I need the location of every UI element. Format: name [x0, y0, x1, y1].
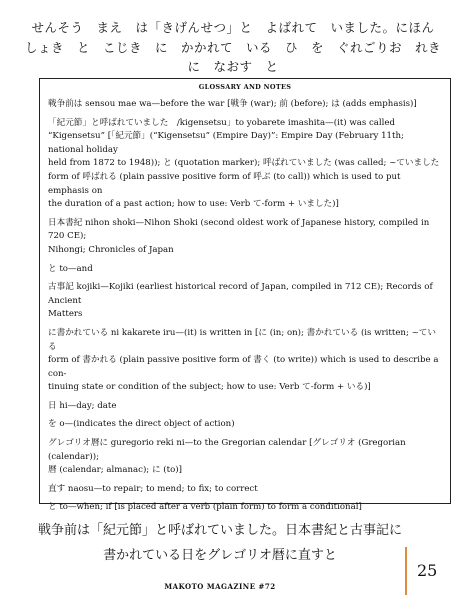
glossary-entry-line: Nihongi; Chronicles of Japan [48, 244, 174, 255]
glossary-box [39, 78, 451, 513]
magazine-footer: MAKOTO MAGAZINE #72 [164, 582, 276, 591]
top-kana-line-3: に なおす と [187, 59, 279, 74]
page-divider [405, 547, 407, 595]
glossary-entry [48, 437, 442, 478]
glossary-entry-line: と to—when; if [is placed after a verb (plain form) to form a conditional] [48, 502, 362, 513]
glossary-entry [48, 483, 442, 497]
glossary-entry-line: に書かれている ni kakarete iru—(it) is written in [に (in; on); 書かれている (is written; ~ている [48, 327, 436, 352]
glossary-entry-line: 日本書紀 nihon shoki—Nihon Shoki (second oldest work of Japanese history, compiled in 720 CE); [48, 217, 430, 242]
glossary-entry-line: 日 hi—day; date [48, 400, 117, 411]
glossary-entries [48, 98, 442, 515]
glossary-entry [48, 98, 442, 112]
glossary-entry [48, 117, 442, 212]
glossary-entry [48, 263, 442, 277]
glossary-entry [48, 501, 442, 515]
glossary-entry [48, 418, 442, 432]
glossary-entry-line: “Kigensetsu” [「紀元節」(“Kigensetsu” (Empire Day)”: Empire Day (February 11th; national holiday [48, 131, 404, 155]
glossary-entry-line: グレゴリオ暦に guregorio reki ni—to the Gregorian calendar [グレゴリオ (Gregorian (calendar)); [48, 438, 406, 462]
glossary-entry-line: と to—and [48, 263, 93, 274]
glossary-entry-line: 直す naosu—to repair; to mend; to fix; to correct [48, 483, 258, 494]
glossary-entry-line: 暦 (calendar; almanac); に (to)] [48, 465, 182, 476]
top-kana-text [0, 18, 466, 77]
glossary-entry [48, 400, 442, 414]
glossary-entry [48, 217, 442, 258]
glossary-entry-line: Matters [48, 309, 83, 320]
glossary-entry-line: the duration of a past action; how to use: Verb て-form + いました)] [48, 199, 339, 210]
bottom-japanese-line-2: 書かれている日をグレゴリオ暦に直すと [103, 548, 337, 563]
glossary-entry [48, 327, 442, 395]
glossary-entry-line: held from 1872 to 1948)); と (quotation marker); 呼ばれていました (was called; ~ていました [48, 158, 440, 169]
glossary-entry-line: 戦争前は sensou mae wa—before the war [戦争 (war); 前 (before); は (adds emphasis)] [48, 99, 417, 109]
glossary-entry-line: tinuing state or condition of the subject; how to use: Verb て-form + いる)] [48, 382, 371, 393]
glossary-entry-line: 「紀元節」と呼ばれていました /kigensetsu」to yobarete imashita—(it) was called [48, 117, 396, 128]
glossary-entry-line: を o—(indicates the direct object of action) [48, 419, 235, 430]
glossary-title: GLOSSARY AND NOTES [198, 83, 292, 91]
page-number: 25 [417, 561, 438, 580]
glossary-entry-line: 古事記 kojiki—Kojiki (earliest historical record of Japan, compiled in 712 CE); Records of Ancient [48, 282, 433, 306]
top-kana-line-2: しょき と こじき に かかれて いる ひ を ぐれごりお れき [24, 39, 441, 55]
glossary-entry [48, 281, 442, 322]
glossary-entry-line: form of 呼ばれる (plain passive positive form of 呼ぶ (to call)) which is used to put emphasis on [48, 171, 401, 196]
bottom-japanese-line-1: 戦争前は「紀元節」と呼ばれていました。日本書紀と古事記に [37, 523, 402, 538]
top-kana-line-1: せんそう まえ は「きげんせつ」と よばれて いました。にほん [31, 20, 435, 35]
glossary-entry-line: form of 書かれる (plain passive positive form of 書く (to write)) which is used to describe a con- [48, 355, 439, 379]
